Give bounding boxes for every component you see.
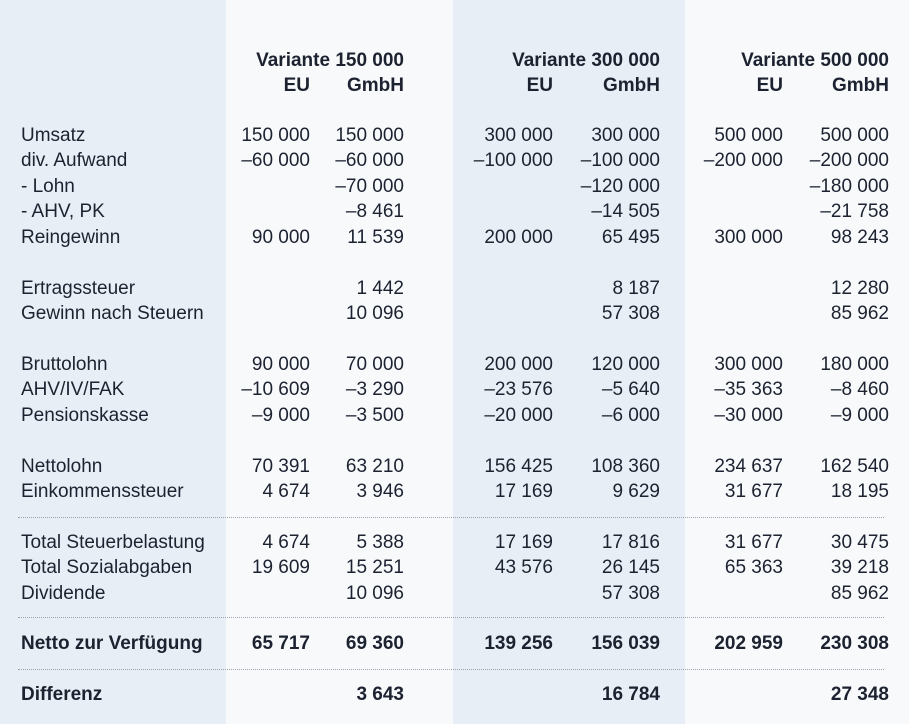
row-label: Ertragssteuer (21, 278, 136, 299)
table-cell: –35 363 (714, 379, 783, 400)
variant-title: Variante 150 000 (256, 50, 404, 71)
table-cell: –21 758 (820, 201, 889, 222)
row-label: AHV/IV/FAK (21, 379, 125, 400)
column-header-gmbh: GmbH (347, 75, 404, 96)
table-cell: 3 643 (356, 684, 404, 705)
table-cell: –200 000 (703, 150, 783, 171)
table-cell: 10 096 (345, 303, 404, 324)
table-cell: –5 640 (601, 379, 660, 400)
dotted-divider (18, 669, 884, 670)
table-cell: 12 280 (830, 278, 889, 299)
table-cell: 39 218 (830, 557, 889, 578)
table-cell: 65 495 (601, 227, 660, 248)
table-cell: 230 308 (820, 633, 889, 654)
table-cell: –60 000 (241, 150, 310, 171)
table-cell: 90 000 (251, 354, 310, 375)
table-cell: 8 187 (612, 278, 660, 299)
table-cell: 70 391 (251, 456, 310, 477)
table-cell: –30 000 (714, 405, 783, 426)
table-cell: 162 540 (820, 456, 889, 477)
row-label: Nettolohn (21, 456, 103, 477)
table-cell: 300 000 (591, 125, 660, 146)
table-cell: –8 461 (345, 201, 404, 222)
table-cell: –8 460 (830, 379, 889, 400)
table-cell: 43 576 (494, 557, 553, 578)
row-label: - Lohn (21, 176, 75, 197)
table-cell: 156 425 (484, 456, 553, 477)
row-label: Total Sozialabgaben (21, 557, 193, 578)
row-label: Pensionskasse (21, 405, 149, 426)
table-cell: –20 000 (484, 405, 553, 426)
table-cell: 202 959 (714, 633, 783, 654)
table-cell: 90 000 (251, 227, 310, 248)
row-label: Umsatz (21, 125, 86, 146)
table-cell: 57 308 (601, 583, 660, 604)
dotted-divider (18, 617, 884, 618)
table-cell: 31 677 (724, 481, 783, 502)
table-cell: –180 000 (809, 176, 889, 197)
row-label: div. Aufwand (21, 150, 128, 171)
table-cell: 17 816 (601, 532, 660, 553)
variant-title: Variante 300 000 (512, 50, 660, 71)
table-cell: –3 290 (345, 379, 404, 400)
table-cell: 30 475 (830, 532, 889, 553)
table-cell: 85 962 (830, 583, 889, 604)
table-cell: 17 169 (494, 532, 553, 553)
row-label: Bruttolohn (21, 354, 108, 375)
table-cell: –200 000 (809, 150, 889, 171)
table-cell: –6 000 (601, 405, 660, 426)
table-cell: 98 243 (830, 227, 889, 248)
table-cell: –120 000 (580, 176, 660, 197)
table-cell: 500 000 (714, 125, 783, 146)
table-cell: –9 000 (251, 405, 310, 426)
table-cell: 300 000 (714, 354, 783, 375)
table-cell: 150 000 (241, 125, 310, 146)
table-cell: 5 388 (356, 532, 404, 553)
table-cell: 31 677 (724, 532, 783, 553)
table-cell: –60 000 (335, 150, 404, 171)
table-cell: 500 000 (820, 125, 889, 146)
table-cell: 70 000 (345, 354, 404, 375)
column-header-gmbh: GmbH (603, 75, 660, 96)
column-header-eu: EU (756, 75, 783, 96)
table-cell: 4 674 (262, 481, 310, 502)
table-cell: 200 000 (484, 354, 553, 375)
table-cell: 85 962 (830, 303, 889, 324)
column-header-eu: EU (526, 75, 553, 96)
table-cell: 150 000 (335, 125, 404, 146)
table-cell: 108 360 (591, 456, 660, 477)
table-cell: –70 000 (335, 176, 404, 197)
variant-title: Variante 500 000 (741, 50, 889, 71)
table-cell: 300 000 (484, 125, 553, 146)
table-cell: –14 505 (591, 201, 660, 222)
table-cell: 1 442 (356, 278, 404, 299)
table-cell: 9 629 (612, 481, 660, 502)
table-cell: –100 000 (473, 150, 553, 171)
row-label: Einkommenssteuer (21, 481, 184, 502)
table-cell: 27 348 (830, 684, 889, 705)
table-cell: 16 784 (601, 684, 660, 705)
table-cell: 65 363 (724, 557, 783, 578)
row-label: Dividende (21, 583, 106, 604)
row-label: Differenz (21, 684, 103, 705)
table-cell: 18 195 (830, 481, 889, 502)
table-cell: –9 000 (830, 405, 889, 426)
table-cell: 120 000 (591, 354, 660, 375)
table-cell: 10 096 (345, 583, 404, 604)
row-label: Netto zur Verfügung (21, 633, 203, 654)
table-cell: 17 169 (494, 481, 553, 502)
table-cell: –3 500 (345, 405, 404, 426)
table-cell: 300 000 (714, 227, 783, 248)
table-cell: 156 039 (591, 633, 660, 654)
table-cell: 180 000 (820, 354, 889, 375)
table-cell: –10 609 (241, 379, 310, 400)
row-label: Reingewinn (21, 227, 121, 248)
table-cell: –100 000 (580, 150, 660, 171)
table-cell: 4 674 (262, 532, 310, 553)
table-cell: 200 000 (484, 227, 553, 248)
table-cell: 69 360 (345, 633, 404, 654)
table-cell: –23 576 (484, 379, 553, 400)
table-cell: 234 637 (714, 456, 783, 477)
table-cell: 63 210 (345, 456, 404, 477)
column-header-eu: EU (283, 75, 310, 96)
table-cell: 3 946 (356, 481, 404, 502)
table-cell: 65 717 (251, 633, 310, 654)
table-cell: 11 539 (347, 227, 404, 248)
table-cell: 15 251 (345, 557, 404, 578)
row-label: Gewinn nach Steuern (21, 303, 204, 324)
dotted-divider (18, 517, 884, 518)
table-cell: 139 256 (484, 633, 553, 654)
column-header-gmbh: GmbH (832, 75, 889, 96)
row-label: Total Steuerbelastung (21, 532, 205, 553)
table-cell: 19 609 (251, 557, 310, 578)
table-cell: 26 145 (601, 557, 660, 578)
table-cell: 57 308 (601, 303, 660, 324)
row-label: - AHV, PK (21, 201, 105, 222)
